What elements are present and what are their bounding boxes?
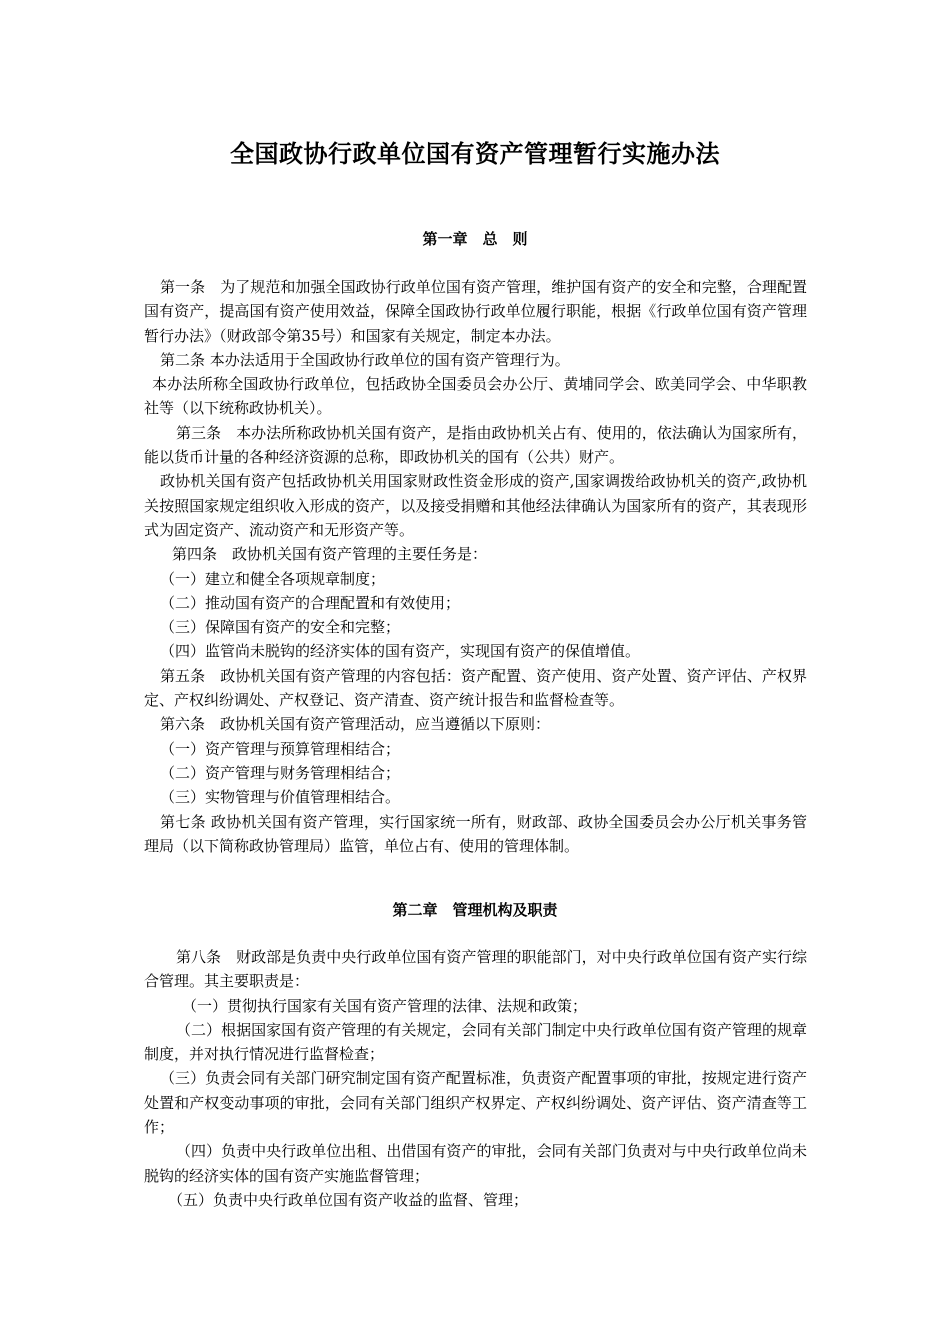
chapter-heading-1: 第一章 总 则	[422, 230, 528, 248]
list-item: （二）资产管理与财务管理相结合；	[160, 763, 401, 782]
list-item: （二）根据国家国有资产管理的有关规定，会同有关部门制定中央行政单位国有资产管理的规章制度，并对执行情况进行监督检查；	[144, 1020, 807, 1064]
document-title: 全国政协行政单位国有资产管理暂行实施办法	[230, 140, 720, 168]
article-paragraph: 第七条 政协机关国有资产管理，实行国家统一所有，财政部、政协全国委员会办公厅机关事务管理局（以下简称政协管理局）监管，单位占有、使用的管理体制。	[144, 812, 807, 855]
list-item: （一）资产管理与预算管理相结合；	[160, 739, 401, 758]
list-item: （一）贯彻执行国家有关国有资产管理的法律、法规和政策；	[182, 996, 588, 1015]
chapter-1-body	[144, 275, 807, 858]
article-paragraph: 本办法所称全国政协行政单位，包括政协全国委员会办公厅、黄埔同学会、欧美同学会、中华职教社等（以下统称政协机关）。	[144, 375, 807, 418]
list-item: （四）监管尚未脱钩的经济实体的国有资产，实现国有资产的保值增值。	[160, 642, 641, 661]
list-item: （三）保障国有资产的安全和完整；	[160, 618, 401, 637]
article-paragraph: 第二条 本办法适用于全国政协行政单位的国有资产管理行为。	[160, 350, 570, 369]
article-paragraph: 第三条 本办法所称政协机关国有资产，是指由政协机关占有、使用的，依法确认为国家所有，能以货币计量的各种经济资源的总称，即政协机关的国有（公共）财产。	[144, 423, 807, 467]
article-paragraph: 第五条 政协机关国有资产管理的内容包括：资产配置、资产使用、资产处置、资产评估、产权界定、产权纠纷调处、产权登记、资产清查、资产统计报告和监督检查等。	[144, 666, 807, 710]
article-paragraph: 第四条 政协机关国有资产管理的主要任务是：	[172, 545, 488, 564]
article-paragraph: 第八条 财政部是负责中央行政单位国有资产管理的职能部门，对中央行政单位国有资产实行综合管理。其主要职责是：	[144, 948, 807, 991]
list-item: （四）负责中央行政单位出租、出借国有资产的审批，会同有关部门负责对与中央行政单位尚未脱钩的经济实体的国有资产实施监督管理；	[144, 1142, 807, 1185]
article-paragraph: 第六条 政协机关国有资产管理活动，应当遵循以下原则：	[160, 715, 551, 734]
list-item: （二）推动国有资产的合理配置和有效使用；	[160, 593, 461, 612]
chapter-heading-2: 第二章 管理机构及职责	[392, 901, 558, 919]
list-item: （五）负责中央行政单位国有资产收益的监督、管理；	[168, 1190, 529, 1209]
list-item: （三）负责会同有关部门研究制定国有资产配置标准，负责资产配置事项的审批，按规定进行资产处置和产权变动事项的审批，会同有关部门组织产权界定、产权纠纷调处、资产评估、资产清查等工作；	[144, 1069, 807, 1137]
list-item: （一）建立和健全各项规章制度；	[160, 569, 386, 588]
article-paragraph: 第一条 为了规范和加强全国政协行政单位国有资产管理，维护国有资产的安全和完整，合理配置国有资产，提高国有资产使用效益，保障全国政协行政单位履行职能，根据《行政单位国有资产管理暂行办法》（财政部令第35号）和国家有关规定，制定本办法。	[144, 278, 807, 345]
article-paragraph: 政协机关国有资产包括政协机关用国家财政性资金形成的资产,国家调拨给政协机关的资产,政协机关按照国家规定组织收入形成的资产，以及接受捐赠和其他经法律确认为国家所有的资产，其表现形式为固定资产、流动资产和无形资产等。	[144, 472, 807, 539]
chapter-2-body	[144, 945, 807, 1212]
list-item: （三）实物管理与价值管理相结合。	[160, 788, 401, 807]
